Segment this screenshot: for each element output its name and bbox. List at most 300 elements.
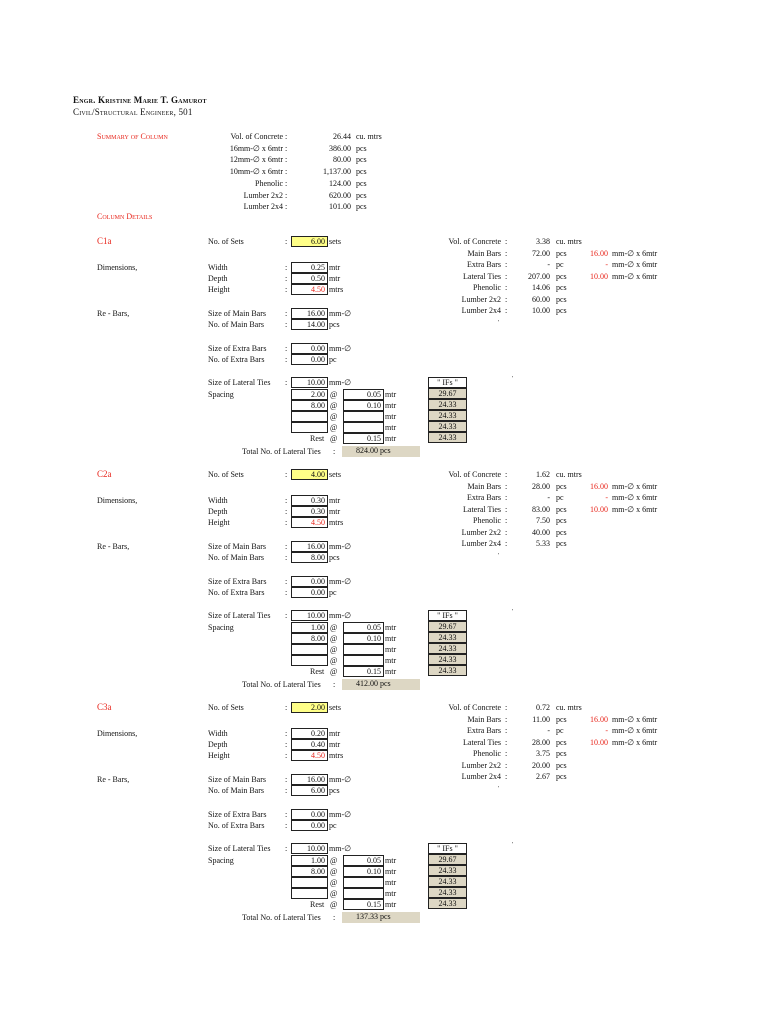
sets-value: 4.00 <box>291 469 328 480</box>
height-value: 4.50 <box>291 517 328 528</box>
extra-bar-size: - <box>605 493 608 502</box>
column-name: C1a <box>97 236 112 246</box>
result-label-main-bars: Main Bars <box>467 714 501 724</box>
summary-value: 101.00 <box>329 202 351 212</box>
unit: pcs <box>556 504 567 514</box>
label-rebars: Re - Bars, <box>97 309 130 318</box>
bar-label: mm-∅ x 6mtr <box>612 271 658 281</box>
spacing-value <box>343 888 384 899</box>
label-spacing: Spacing <box>208 856 234 865</box>
ifs-value: 24.33 <box>428 410 467 421</box>
spacing-count: 8.00 <box>291 866 328 877</box>
spacing-value <box>343 655 384 666</box>
colon: : <box>285 611 288 620</box>
unit: mtr <box>385 623 397 632</box>
result-label-extra-bars: Extra Bars <box>467 493 501 502</box>
at-sign: @ <box>330 434 338 443</box>
label-height: Height <box>208 285 230 294</box>
summary-label: 16mm-∅ x 6mtr <box>229 143 283 153</box>
at-sign: @ <box>330 390 338 399</box>
at-sign: @ <box>330 656 338 665</box>
colon: : <box>285 344 288 353</box>
spacing-count <box>291 422 328 433</box>
spacing-count <box>291 411 328 422</box>
result-label-lumber-2x2: Lumber 2x2 <box>461 760 501 770</box>
ifs-value: 24.33 <box>428 432 467 443</box>
unit: pcs <box>556 772 567 781</box>
ifs-header: " IFs " <box>428 377 467 388</box>
unit: mm-∅ <box>329 844 352 853</box>
label-spacing: Spacing <box>208 623 234 632</box>
colon: : <box>285 178 288 188</box>
unit: mtrs <box>329 285 344 294</box>
height-value: 4.50 <box>291 750 328 761</box>
ifs-value: 29.67 <box>428 388 467 399</box>
summary-value: 26.44 <box>333 132 351 141</box>
spacing-count <box>291 644 328 655</box>
result-value-phenolic: 14.06 <box>532 283 550 292</box>
unit: mtr <box>329 263 341 272</box>
at-sign: @ <box>330 889 338 898</box>
ifs-value: 24.33 <box>428 898 467 909</box>
colon: : <box>285 810 288 819</box>
unit: mtr <box>329 507 341 516</box>
tick-mark: ' <box>512 376 514 382</box>
colon: : <box>285 553 288 562</box>
result-label-lumber-2x2: Lumber 2x2 <box>461 527 501 537</box>
spacing-count <box>291 655 328 666</box>
unit: mtr <box>385 645 397 654</box>
ifs-value: 24.33 <box>428 876 467 887</box>
main-bar-size: 16.00 <box>590 714 608 724</box>
unit: sets <box>329 470 341 479</box>
spacing-value: 0.05 <box>343 389 384 400</box>
label-no-main: No. of Main Bars <box>208 553 264 562</box>
tick-mark: ' <box>512 609 514 615</box>
colon: : <box>285 542 288 551</box>
ifs-header: " IFs " <box>428 843 467 854</box>
label-total-lateral-ties: Total No. of Lateral Ties <box>242 447 321 456</box>
label-dimensions: Dimensions, <box>97 496 138 505</box>
colon: : <box>285 274 288 283</box>
colon: : <box>505 714 508 724</box>
height-value: 4.50 <box>291 284 328 295</box>
unit: pc <box>329 588 337 597</box>
spacing-value <box>343 644 384 655</box>
colon: : <box>505 470 508 479</box>
label-dimensions: Dimensions, <box>97 263 138 272</box>
colon: : <box>333 447 336 456</box>
engineer-title: Civil/Structural Engineer, 501 <box>73 107 193 117</box>
at-sign: @ <box>330 867 338 876</box>
unit: pcs <box>556 749 567 758</box>
result-label-phenolic: Phenolic <box>473 283 501 292</box>
unit: mtr <box>385 856 397 865</box>
tick-mark: ' <box>498 553 500 559</box>
spacing-count: 8.00 <box>291 400 328 411</box>
tick-mark: ' <box>498 786 500 792</box>
label-width: Width <box>208 729 228 738</box>
width-value: 0.30 <box>291 495 328 506</box>
colon: : <box>285 355 288 364</box>
rest-value: 0.15 <box>343 433 384 444</box>
label-no-extra: No. of Extra Bars <box>208 588 265 597</box>
spacing-count <box>291 877 328 888</box>
colon: : <box>505 481 508 491</box>
summary-heading: Summary of Column <box>97 132 168 141</box>
at-sign: @ <box>330 856 338 865</box>
colon: : <box>285 751 288 760</box>
width-value: 0.20 <box>291 728 328 739</box>
unit: pcs <box>556 714 567 724</box>
summary-value: 386.00 <box>329 143 351 153</box>
result-label-lateral-ties: Lateral Ties <box>463 504 501 514</box>
label-no-extra: No. of Extra Bars <box>208 821 265 830</box>
unit: pcs <box>556 283 567 292</box>
label-height: Height <box>208 751 230 760</box>
result-label-lumber-2x2: Lumber 2x2 <box>461 294 501 304</box>
no-extra-value: 0.00 <box>291 820 328 831</box>
label-total-lateral-ties: Total No. of Lateral Ties <box>242 913 321 922</box>
colon: : <box>285 740 288 749</box>
bar-label: mm-∅ x 6mtr <box>612 493 658 502</box>
summary-label: Lumber 2x4 <box>243 202 283 212</box>
unit: mtr <box>385 667 397 676</box>
label-size-lat: Size of Lateral Ties <box>208 611 271 620</box>
summary-unit: pcs <box>356 167 367 177</box>
label-no-sets: No. of Sets <box>208 237 244 246</box>
unit: cu. mtrs <box>556 237 582 246</box>
summary-value: 620.00 <box>329 190 351 200</box>
unit: mm-∅ <box>329 810 352 819</box>
unit: mm-∅ <box>329 309 352 318</box>
unit: sets <box>329 703 341 712</box>
colon: : <box>285 786 288 795</box>
label-rebars: Re - Bars, <box>97 775 130 784</box>
result-value-extra-bars: - <box>547 493 550 502</box>
spacing-count: 1.00 <box>291 622 328 633</box>
spacing-value: 0.05 <box>343 855 384 866</box>
unit: mtrs <box>329 518 344 527</box>
spacing-value: 0.05 <box>343 622 384 633</box>
label-width: Width <box>208 496 228 505</box>
details-heading: Column Details <box>97 212 153 221</box>
unit: mm-∅ <box>329 378 352 387</box>
colon: : <box>285 167 288 177</box>
total-lateral-ties: 412.00 pcs <box>342 679 420 690</box>
unit: mtrs <box>329 751 344 760</box>
colon: : <box>285 496 288 505</box>
spacing-count: 1.00 <box>291 855 328 866</box>
ifs-value: 24.33 <box>428 421 467 432</box>
summary-label: Phenolic <box>255 178 283 188</box>
result-label-extra-bars: Extra Bars <box>467 260 501 269</box>
unit: pcs <box>556 516 567 525</box>
colon: : <box>285 378 288 387</box>
colon: : <box>285 470 288 479</box>
rest-value: 0.15 <box>343 666 384 677</box>
colon: : <box>285 588 288 597</box>
result-value-vol: 3.38 <box>536 237 550 246</box>
result-value-lumber-2x4: 5.33 <box>536 539 550 548</box>
unit: pc <box>329 821 337 830</box>
main-bar-size: 16.00 <box>590 248 608 258</box>
bar-label: mm-∅ x 6mtr <box>612 737 658 747</box>
summary-value: 80.00 <box>333 155 351 165</box>
spacing-value: 0.10 <box>343 866 384 877</box>
ifs-value: 24.33 <box>428 865 467 876</box>
unit: mtr <box>385 634 397 643</box>
colon: : <box>505 248 508 258</box>
summary-unit: pcs <box>356 178 367 188</box>
colon: : <box>285 190 288 200</box>
label-spacing: Spacing <box>208 390 234 399</box>
colon: : <box>505 539 508 548</box>
result-label-lateral-ties: Lateral Ties <box>463 271 501 281</box>
spacing-count: 2.00 <box>291 389 328 400</box>
unit: pcs <box>556 306 567 315</box>
at-sign: @ <box>330 623 338 632</box>
colon: : <box>285 518 288 527</box>
colon: : <box>505 737 508 747</box>
label-rest: Rest <box>310 434 325 443</box>
width-value: 0.25 <box>291 262 328 273</box>
unit: pcs <box>556 481 567 491</box>
colon: : <box>505 516 508 525</box>
summary-label: 10mm-∅ x 6mtr <box>229 167 283 177</box>
result-label-extra-bars: Extra Bars <box>467 726 501 735</box>
label-rest: Rest <box>310 667 325 676</box>
summary-value: 1,137.00 <box>323 167 351 177</box>
colon: : <box>505 237 508 246</box>
size-extra-value: 0.00 <box>291 576 328 587</box>
colon: : <box>285 577 288 586</box>
colon: : <box>285 237 288 246</box>
colon: : <box>505 527 508 537</box>
result-value-lateral-ties: 28.00 <box>532 737 550 747</box>
colon: : <box>505 493 508 502</box>
colon: : <box>285 132 288 141</box>
unit: sets <box>329 237 341 246</box>
at-sign: @ <box>330 900 338 909</box>
label-size-lat: Size of Lateral Ties <box>208 844 271 853</box>
unit: pcs <box>329 553 340 562</box>
label-rest: Rest <box>310 900 325 909</box>
unit: mtr <box>385 656 397 665</box>
result-value-lateral-ties: 207.00 <box>528 271 550 281</box>
label-width: Width <box>208 263 228 272</box>
bar-label: mm-∅ x 6mtr <box>612 248 658 258</box>
unit: pcs <box>556 737 567 747</box>
size-lat-value: 10.00 <box>291 610 328 621</box>
no-extra-value: 0.00 <box>291 587 328 598</box>
label-size-main: Size of Main Bars <box>208 775 266 784</box>
result-label-lumber-2x4: Lumber 2x4 <box>461 772 501 781</box>
total-lateral-ties: 137.33 pcs <box>342 912 420 923</box>
ifs-value: 24.33 <box>428 654 467 665</box>
label-size-lat: Size of Lateral Ties <box>208 378 271 387</box>
unit: mtr <box>385 878 397 887</box>
lateral-bar-size: 10.00 <box>590 504 608 514</box>
at-sign: @ <box>330 878 338 887</box>
result-value-lateral-ties: 83.00 <box>532 504 550 514</box>
label-no-extra: No. of Extra Bars <box>208 355 265 364</box>
unit: pc <box>329 355 337 364</box>
unit: cu. mtrs <box>556 470 582 479</box>
unit: mtr <box>385 867 397 876</box>
at-sign: @ <box>330 645 338 654</box>
result-label-phenolic: Phenolic <box>473 749 501 758</box>
summary-unit: pcs <box>356 155 367 165</box>
colon: : <box>285 703 288 712</box>
result-value-lumber-2x2: 40.00 <box>532 527 550 537</box>
unit: cu. mtrs <box>556 703 582 712</box>
ifs-value: 24.33 <box>428 665 467 676</box>
result-label-main-bars: Main Bars <box>467 481 501 491</box>
size-main-value: 16.00 <box>291 308 328 319</box>
colon: : <box>505 504 508 514</box>
bar-label: mm-∅ x 6mtr <box>612 481 658 491</box>
result-label-phenolic: Phenolic <box>473 516 501 525</box>
colon: : <box>505 749 508 758</box>
unit: mtr <box>385 434 397 443</box>
ifs-value: 29.67 <box>428 854 467 865</box>
colon: : <box>285 155 288 165</box>
label-depth: Depth <box>208 740 228 749</box>
result-value-extra-bars: - <box>547 726 550 735</box>
label-no-sets: No. of Sets <box>208 470 244 479</box>
main-bar-size: 16.00 <box>590 481 608 491</box>
summary-label: Vol. of Concrete <box>230 132 283 141</box>
size-lat-value: 10.00 <box>291 843 328 854</box>
unit: mm-∅ <box>329 577 352 586</box>
unit: pcs <box>556 248 567 258</box>
spacing-count <box>291 888 328 899</box>
unit: mtr <box>329 740 341 749</box>
unit: mtr <box>385 401 397 410</box>
result-value-main-bars: 28.00 <box>532 481 550 491</box>
result-value-main-bars: 72.00 <box>532 248 550 258</box>
unit: pc <box>556 493 564 502</box>
result-label-main-bars: Main Bars <box>467 248 501 258</box>
spacing-value <box>343 877 384 888</box>
result-label-lumber-2x4: Lumber 2x4 <box>461 306 501 315</box>
engineer-name: Engr. Kristine Marie T. Gamurot <box>73 95 207 105</box>
lateral-bar-size: 10.00 <box>590 271 608 281</box>
colon: : <box>505 271 508 281</box>
label-rebars: Re - Bars, <box>97 542 130 551</box>
colon: : <box>505 772 508 781</box>
unit: mm-∅ <box>329 542 352 551</box>
unit: pcs <box>556 527 567 537</box>
ifs-header: " IFs " <box>428 610 467 621</box>
colon: : <box>505 703 508 712</box>
label-height: Height <box>208 518 230 527</box>
colon: : <box>285 821 288 830</box>
result-value-lumber-2x2: 20.00 <box>532 760 550 770</box>
unit: pcs <box>556 271 567 281</box>
size-lat-value: 10.00 <box>291 377 328 388</box>
label-size-extra: Size of Extra Bars <box>208 810 267 819</box>
result-value-phenolic: 3.75 <box>536 749 550 758</box>
label-size-main: Size of Main Bars <box>208 309 266 318</box>
colon: : <box>285 202 288 212</box>
summary-unit: pcs <box>356 190 367 200</box>
spacing-count: 8.00 <box>291 633 328 644</box>
colon: : <box>333 913 336 922</box>
at-sign: @ <box>330 423 338 432</box>
ifs-value: 24.33 <box>428 632 467 643</box>
spacing-value: 0.10 <box>343 400 384 411</box>
result-value-lumber-2x4: 2.67 <box>536 772 550 781</box>
colon: : <box>505 760 508 770</box>
summary-label: 12mm-∅ x 6mtr <box>229 155 283 165</box>
summary-unit: cu. mtrs <box>356 132 382 141</box>
unit: pcs <box>556 294 567 304</box>
label-size-main: Size of Main Bars <box>208 542 266 551</box>
depth-value: 0.30 <box>291 506 328 517</box>
label-size-extra: Size of Extra Bars <box>208 577 267 586</box>
extra-bar-size: - <box>605 260 608 269</box>
colon: : <box>505 283 508 292</box>
unit: mtr <box>329 496 341 505</box>
result-label-lumber-2x4: Lumber 2x4 <box>461 539 501 548</box>
colon: : <box>285 729 288 738</box>
colon: : <box>285 309 288 318</box>
spacing-value: 0.10 <box>343 633 384 644</box>
lateral-bar-size: 10.00 <box>590 737 608 747</box>
colon: : <box>505 726 508 735</box>
ifs-value: 24.33 <box>428 643 467 654</box>
result-value-lumber-2x2: 60.00 <box>532 294 550 304</box>
bar-label: mm-∅ x 6mtr <box>612 726 658 735</box>
colon: : <box>285 844 288 853</box>
at-sign: @ <box>330 634 338 643</box>
unit: mtr <box>385 423 397 432</box>
result-label-lateral-ties: Lateral Ties <box>463 737 501 747</box>
size-main-value: 16.00 <box>291 774 328 785</box>
unit: pc <box>556 726 564 735</box>
ifs-value: 24.33 <box>428 399 467 410</box>
summary-value: 124.00 <box>329 178 351 188</box>
depth-value: 0.50 <box>291 273 328 284</box>
bar-label: mm-∅ x 6mtr <box>612 714 658 724</box>
tick-mark: ' <box>512 842 514 848</box>
unit: mtr <box>329 274 341 283</box>
result-value-main-bars: 11.00 <box>532 714 550 724</box>
unit: mtr <box>385 889 397 898</box>
tick-mark: ' <box>498 320 500 326</box>
no-extra-value: 0.00 <box>291 354 328 365</box>
result-value-extra-bars: - <box>547 260 550 269</box>
result-value-vol: 1.62 <box>536 470 550 479</box>
no-main-value: 6.00 <box>291 785 328 796</box>
colon: : <box>285 143 288 153</box>
colon: : <box>285 775 288 784</box>
sets-value: 2.00 <box>291 702 328 713</box>
rest-value: 0.15 <box>343 899 384 910</box>
unit: mm-∅ <box>329 611 352 620</box>
label-size-extra: Size of Extra Bars <box>208 344 267 353</box>
unit: pc <box>556 260 564 269</box>
unit: mtr <box>385 390 397 399</box>
spacing-value <box>343 422 384 433</box>
colon: : <box>505 306 508 315</box>
at-sign: @ <box>330 667 338 676</box>
label-total-lateral-ties: Total No. of Lateral Ties <box>242 680 321 689</box>
label-no-sets: No. of Sets <box>208 703 244 712</box>
summary-label: Lumber 2x2 <box>243 190 283 200</box>
